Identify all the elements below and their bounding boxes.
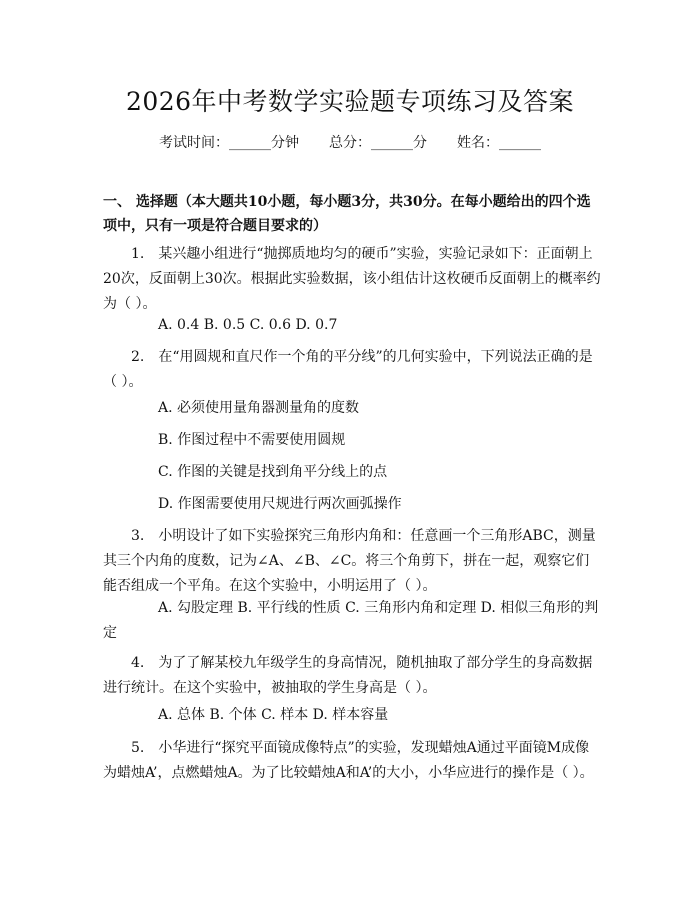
exam-time: 考试时间：______分钟 [159,135,299,151]
question-2: 2. 在“用圆规和直尺作一个角的平分线”的几何实验中，下列说法正确的是（ ）。 [103,349,593,390]
question-5: 5. 小华进行“探究平面镜成像特点”的实验，发现蜡烛A通过平面镜M成像为蜡烛A’，点燃蜡烛A。为了比较蜡烛A和A’的大小，小华应进行的操作是（ ）。 [103,740,594,781]
section-heading: 一、 选择题（本大题共10小题，每小题3分，共30分。在每小题给出的四个选项中，只有一项是符合题目要求的） [103,194,591,234]
student-name: 姓名：______ [457,135,541,151]
question-3-options: A. 勾股定理 B. 平行线的性质 C. 三角形内角和定理 D. 相似三角形的判定 [103,600,599,641]
exam-meta [0,132,700,152]
question-2-option-a: A. 必须使用量角器测量角的度数 [158,400,360,416]
question-2-option-b: B. 作图过程中不需要使用圆规 [158,432,346,448]
question-3: 3. 小明设计了如下实验探究三角形内角和：任意画一个三角形ABC，测量其三个内角的度数，记为∠A、∠B、∠C。将三个角剪下，拼在一起，观察它们能否组成一个平角。在这个实验中，小明运用了（ ）。 [103,528,596,594]
question-2-option-d: D. 作图需要使用尺规进行两次画弧操作 [158,496,402,512]
question-2-option-c: C. 作图的关键是找到角平分线上的点 [158,464,388,480]
question-4: 4. 为了了解某校九年级学生的身高情况，随机抽取了部分学生的身高数据进行统计。在这个实验中，被抽取的学生身高是（ ）。 [103,655,593,696]
question-4-options: A. 总体 B. 个体 C. 样本 D. 样本容量 [158,707,389,723]
question-1-options: A. 0.4 B. 0.5 C. 0.6 D. 0.7 [158,317,338,333]
total-score: 总分：______分 [329,135,427,151]
page-title: 2026年中考数学实验题专项练习及答案 [125,87,575,116]
question-1: 1. 某兴趣小组进行“抛掷质地均匀的硬币”实验，实验记录如下：正面朝上20次，反面朝上30次。根据此实验数据，该小组估计这枚硬币反面朝上的概率约为（ ）。 [103,246,601,312]
